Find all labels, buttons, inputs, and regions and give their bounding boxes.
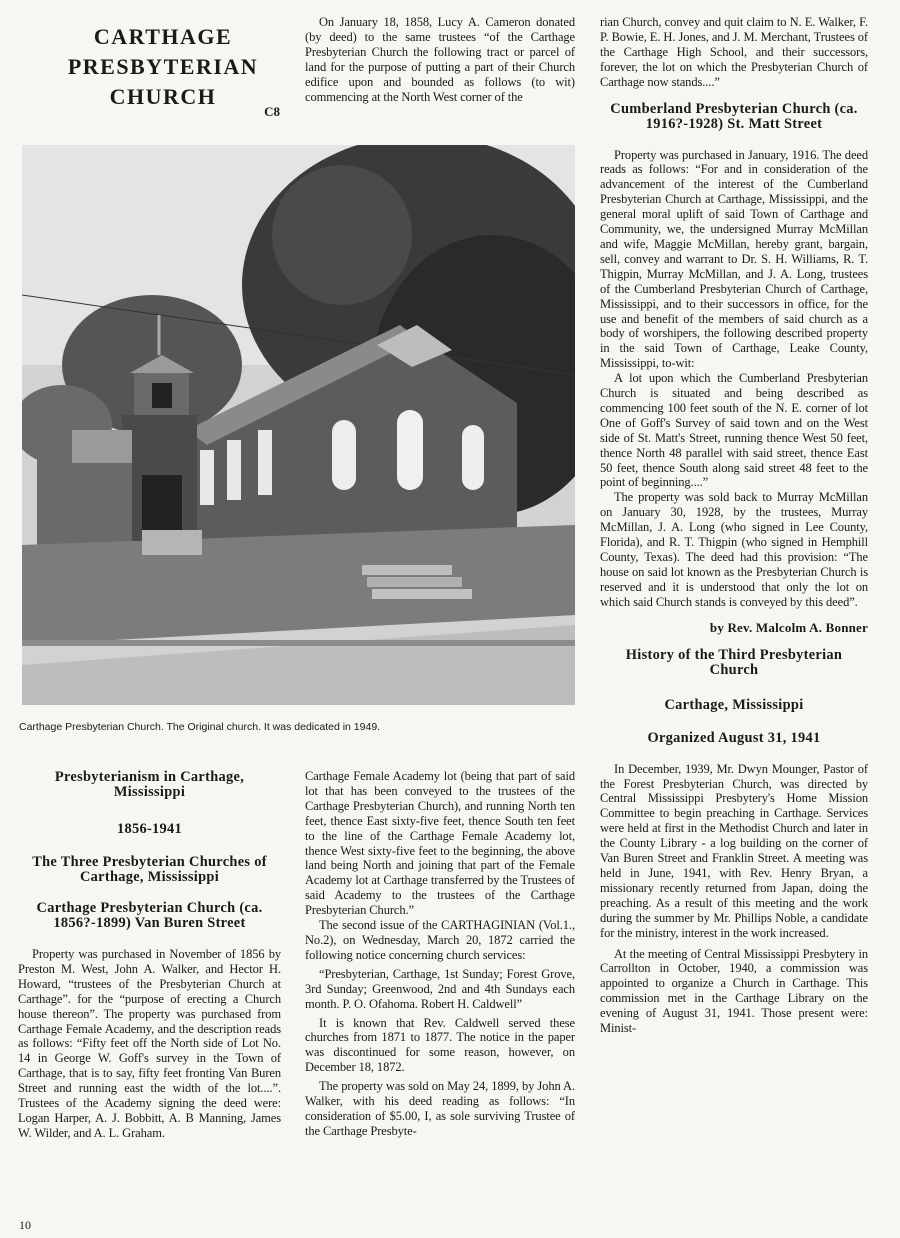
section-heading: History of the Third Presbyterian Church (625, 646, 843, 678)
page-number: 10 (19, 1218, 31, 1232)
author-byline: by Rev. Malcolm A. Bonner (709, 619, 868, 635)
paragraph: rian Church, convey and quit claim to N. E. Walker, F. P. Bowie, E. H. Jones, and J. M. Merchant, Trustees of the Carthage High School, and their successors, forever, the lot on which the Presbyterian Church of Carthage now stands....” (600, 15, 868, 89)
paragraph: The property was sold on May 24, 1899, by John A. Walker, with his deed reading as follows: “In consideration of $5.00, I, as sole surviving Trustee of the Carthage Presbyte- (305, 1079, 575, 1138)
photo-caption: Carthage Presbyterian Church. The Original church. It was dedicated in 1949. (19, 721, 381, 733)
paragraph: Carthage Female Academy lot (being that part of said lot that has been conveyed to the trustees of the Carthage Presbyterian Church), and running North ten feet, thence East sixty-five feet, thence South ten feet to the line of the Carthage Female Academy lot, thence West sixty-five feet to the beginning, the above land being North and joining that part of the Female Academy lot at Carthage transferred by the Trustees of said Academy to the trustees of the Carthage Presbyterian Church.” (305, 769, 575, 918)
title-block (38, 22, 288, 119)
section-heading: Organized August 31, 1941 (647, 729, 821, 746)
top-column-2 (305, 15, 575, 104)
paragraph: The property was sold back to Murray McMillan on January 30, 1928, by the trustees, Murray McMillan, J. A. Long (who signed in Lee County, Florida), and R. T. Thigpin (who signed in Hemphill County, Texas). The deed had this provision: “The house on said lot known as the Presbyterian Church is reserved and it is understood that only the lot on which said Church stands is conveyed by this deed”. (600, 490, 868, 609)
section-code: C8 (264, 104, 280, 119)
paragraph: Property was purchased in January, 1916. The deed reads as follows: “For and in consideration of the advancement of the interest of the Cumberland Presbyterian Church at Carthage, Mississippi, and the general moral uplift of said Town of Carthage and Community, we, the undersigned Murray McMillan and wife, Maggie McMillan, hereby grant, bargain, sell, convey and warrant to Dr. S. H. Williams, R. T. Thigpin, Murray McMillan, and J. A. Long, trustees of the Cumberland Presbyterian Church of Carthage, Mississippi, and to their successors in office, for the use and benefit of the members of said church as a body of worshipers, the following described property in the said Town of Carthage, Leake County, Mississippi, to-wit: (600, 147, 868, 371)
church-photo-illustration (22, 145, 575, 705)
column-1 (18, 770, 281, 1141)
page-title-line-2: PRESBYTERIAN (67, 54, 259, 79)
section-heading: Carthage, Mississippi (664, 696, 804, 713)
paragraph: The second issue of the CARTHAGINIAN (Vol.1., No.2), on Wednesday, March 20, 1872 carried the following notice concerning church services: (305, 918, 575, 962)
paragraph: A lot upon which the Cumberland Presbyterian Church is situated and being described as commencing 100 feet south of the N. E. corner of lot One of Goff's Survey of said town and on the West side of St. Matt's Street, running thence West 50 feet, thence North 48 parallel with said street, thence East 50 feet, thence South along said street 48 feet to the point of beginning....” (600, 371, 868, 490)
paragraph: “Presbyterian, Carthage, 1st Sunday; Forest Grove, 3rd Sunday; Greenwood, 2nd and 4th Sundays each month. P. O. Ofahoma. Robert H. Caldwell” (305, 966, 575, 1011)
column-3 (600, 15, 868, 1036)
section-heading: Cumberland Presbyterian Church (ca. 1916?-1928) St. Matt Street (610, 100, 858, 132)
church-photo (22, 145, 575, 705)
paragraph: Property was purchased in November of 1856 by Preston M. West, John A. Walker, and Hector H. Howard, “trustees of the Presbyterian Church at Carthage”. for the “purpose of erecting a Church house thereon”. The property was purchased from Carthage Female Academy, and the description reads as follows: “Fifty feet off the North side of Lot No. 14 in George W. Goff's survey in the Town of Carthage, that is to say, fifty feet fronting Van Buren Street and running east the width of the lot....”. Trustees of the Academy signing the deed were: Logan Harper, A. J. Bobbitt, A. B Manning, James W. Wilder, and A. L. Graham. (18, 947, 281, 1140)
page-title-line-1: CARTHAGE (93, 24, 233, 49)
section-heading: The Three Presbyterian Churches of Carthage, Mississippi (32, 854, 267, 885)
paragraph: On January 18, 1858, Lucy A. Cameron donated (by deed) to the same trustees “of the Carthage Presbyterian Church the following tract or parcel of land for the purpose of putting a part of their Church edifice upon and bounded as follows (to wit) commencing at the North West corner of the (305, 15, 575, 104)
paragraph: It is known that Rev. Caldwell served these churches from 1871 to 1877. The notice in the paper was discontinued for some reason, however, on December 18, 1872. (305, 1015, 575, 1075)
column-2 (305, 769, 575, 1139)
page-title-line-3: CHURCH (109, 84, 217, 109)
section-heading: Carthage Presbyterian Church (ca. 1856?-1899) Van Buren Street (36, 900, 263, 931)
section-heading: 1856-1941 (116, 821, 183, 837)
section-heading: Presbyterianism in Carthage, Mississippi (54, 769, 245, 800)
paragraph: At the meeting of Central Mississippi Presbytery in Carrollton in October, 1940, a commission was appointed to organize a Church in Carthage. This commission met in the Carthage Library on the evening of August 31, 1941. Those present were: Minist- (600, 946, 868, 1036)
paragraph: In December, 1939, Mr. Dwyn Mounger, Pastor of the Forest Presbyterian Church, was directed by Central Mississippi Presbytery's Home Mission Committee to begin preaching in Carthage. Services were held at first in the Methodist Church and later in the County Library - a log building on the corner of Van Buren Street and Franklin Street. A meeting was held in June, 1941, with Rev. Henry Bryan, a missionary recently returned from Japan, doing the preaching. As a result of this meeting and the work during the summer by Mr. Phillips Noble, a candidate for the ministry, interest in the work increased. (600, 761, 868, 940)
